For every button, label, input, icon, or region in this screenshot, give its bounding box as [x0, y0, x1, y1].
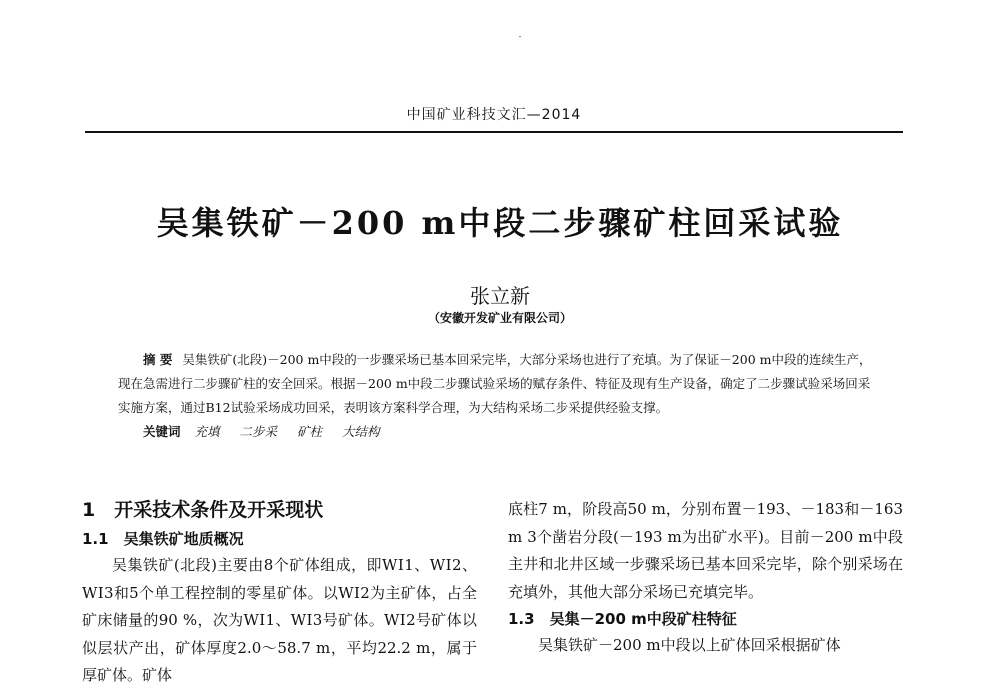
keywords-label: 关键词	[143, 424, 181, 439]
keyword-item: 大结构	[342, 424, 380, 439]
section-1-3-paragraph: 吴集铁矿－200 m中段以上矿体回采根据矿体	[538, 636, 841, 654]
scan-speck	[519, 36, 521, 37]
abstract-block	[118, 348, 878, 444]
keywords-line	[118, 420, 878, 444]
abstract-text: 吴集铁矿(北段)－200 m中段的一步骤采场已基本回采完毕，大部分采场也进行了充填。为了保证－200 m中段的连续生产，现在急需进行二步骤矿柱的安全回采。根据－200 m中段二步骤试验采场的赋存条件、特征及现有生产设备，确定了二步骤试验采场回采实施方案，通过B12试验采场成功回采，表明该方案科学合理，为大结构采场二步采提供经验支撑。	[118, 352, 872, 415]
keyword-item: 充填	[194, 424, 220, 439]
section-1-1-paragraph: 吴集铁矿(北段)主要由8个矿体组成，即WⅠ1、WⅠ2、WⅠ3和5个单工程控制的零星矿体。以WⅠ2为主矿体，占全矿床储量的90 %，次为WⅠ1、WⅠ3号矿体。WⅠ2号矿体以似层状产出，矿体厚度2.0～58.7 m，平均22.2 m，属于厚矿体。矿体	[82, 556, 477, 684]
keyword-item: 矿柱	[297, 424, 323, 439]
affiliation: （安徽开发矿业有限公司）	[427, 311, 572, 325]
abstract-paragraph	[118, 348, 878, 420]
left-column	[82, 496, 477, 690]
right-column	[508, 496, 903, 660]
author-name: 张立新	[470, 284, 530, 308]
section-1-heading: 1 开采技术条件及开采现状	[82, 499, 324, 521]
header-rule	[85, 131, 903, 133]
paper-title: 吴集铁矿－200 m中段二步骤矿柱回采试验	[156, 204, 844, 242]
abstract-label: 摘 要	[143, 352, 173, 367]
section-1-3-heading: 1.3 吴集－200 m中段矿柱特征	[508, 610, 737, 628]
journal-header: 中国矿业科技文汇—2014	[406, 107, 582, 123]
section-1-1-heading: 1.1 吴集铁矿地质概况	[82, 530, 244, 548]
keyword-item: 二步采	[239, 424, 278, 439]
section-1-2-continued-paragraph: 底柱7 m，阶段高50 m，分别布置－193、－183和－163 m 3个凿岩分段(－193 m为出矿水平)。目前－200 m中段主井和北井区域一步骤采场已基本回采完毕，除个别采场在充填外，其他大部分采场已充填完毕。	[508, 500, 903, 601]
